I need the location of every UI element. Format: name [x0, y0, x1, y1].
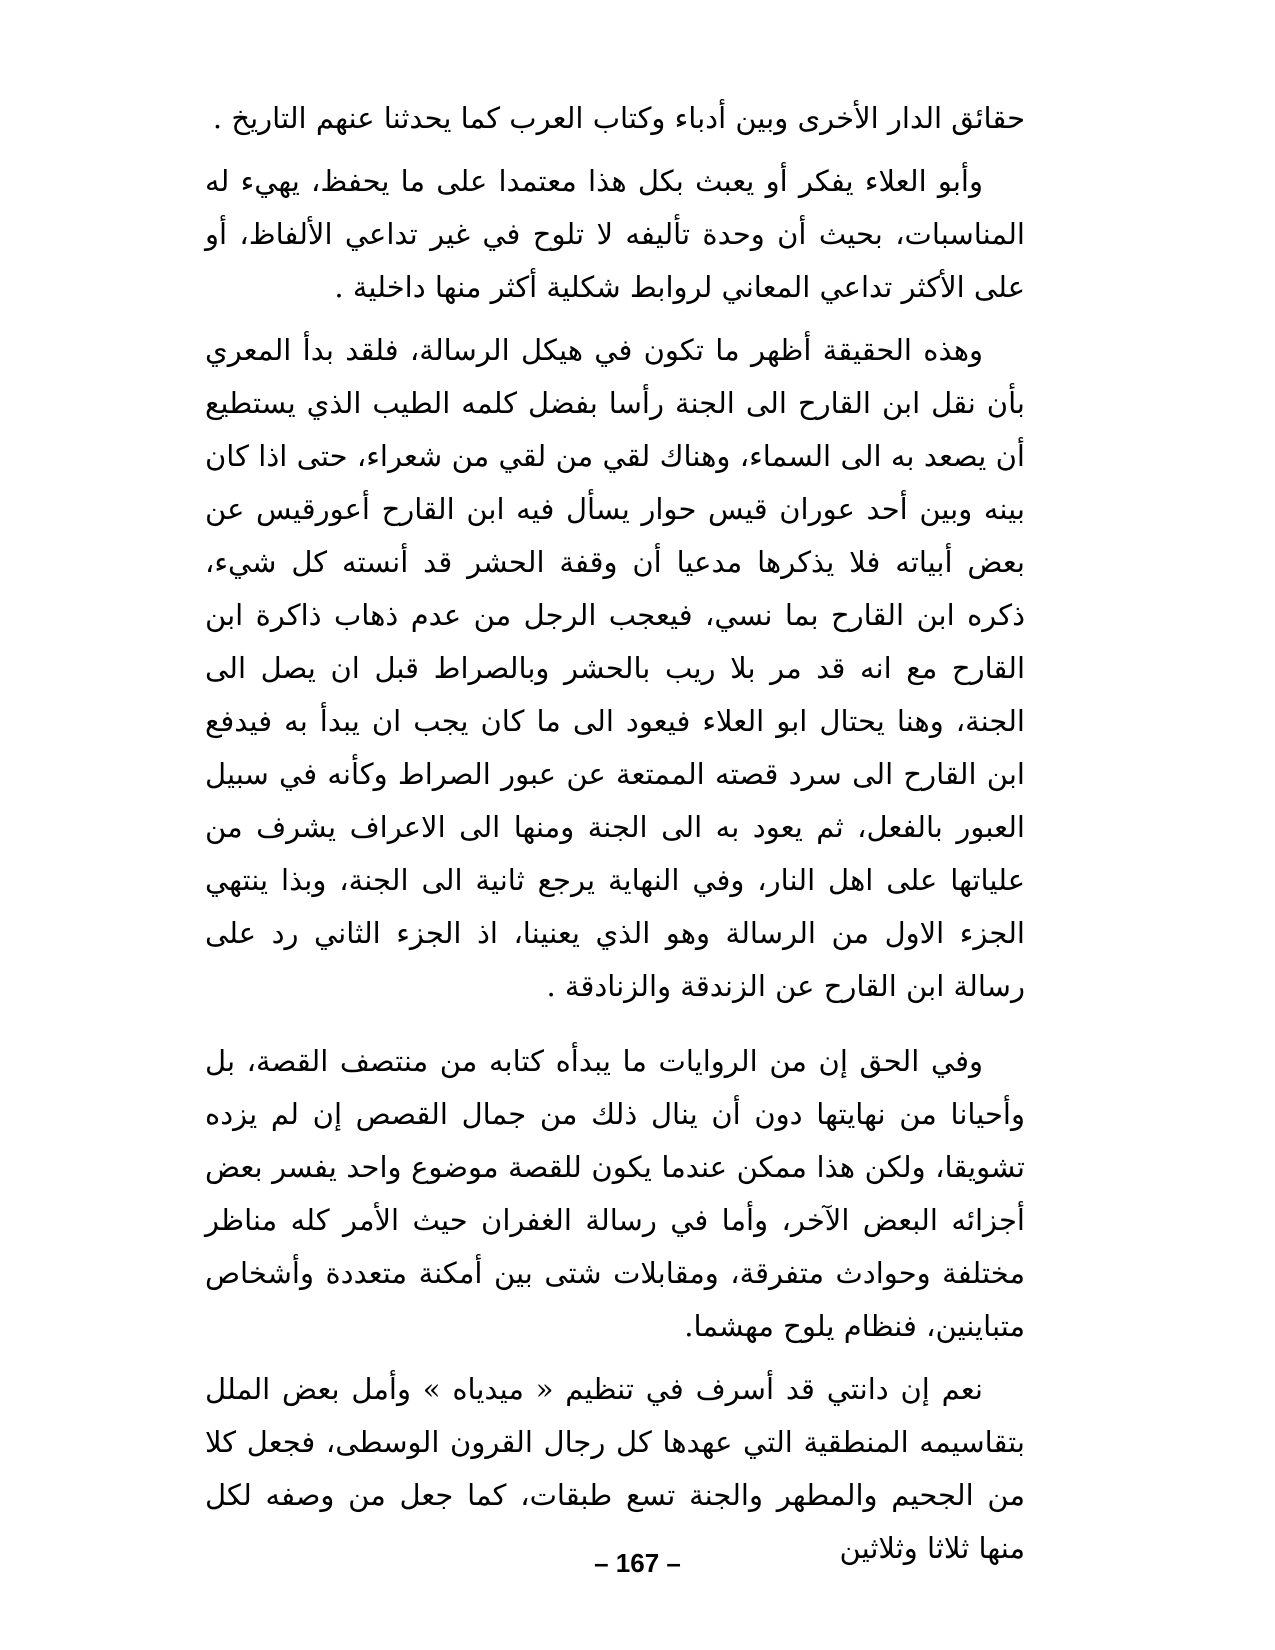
paragraph-1: حقائق الدار الأخرى وبين أدباء وكتاب العرب كما يحدثنا عنهم التاريخ . [212, 101, 1025, 135]
paragraph-2: وأبو العلاء يفكر أو يعبث بكل هذا معتمدا على ما يحفظ، يهيء له المناسبات، بحيث أن وحدة تأليفه لا تلوح في غير تداعي الألفاظ، أو على الأكثر تداعي المعاني لروابط شكلية أكثر منها داخلية . [205, 164, 1025, 304]
paragraph-3: وهذه الحقيقة أظهر ما تكون في هيكل الرسالة، فلقد بدأ المعري بأن نقل ابن القارح الى الجنة رأسا بفضل كلمه الطيب الذي يستطيع أن يصعد به الى السماء، وهناك لقي من لقي من شعراء، حتى اذا كان بينه وبين أحد عوران قيس حوار يسأل فيه ابن القارح أعورقيس عن بعض أبياته فلا يذكرها مدعيا أن وقفة الحشر قد أنسته كل شيء، ذكره ابن القارح بما نسي، فيعجب الرجل من عدم ذهاب ذاكرة ابن القارح مع انه قد مر بلا ريب بالحشر وبالصراط قبل ان يصل الى الجنة، وهنا يحتال ابو العلاء فيعود الى ما كان يجب ان يبدأ به فيدفع ابن القارح الى سرد قصته الممتعة عن عبور الصراط وكأنه في سبيل العبور بالفعل، ثم يعود به الى الجنة ومنها الى الاعراف يشرف من علياتها على اهل النار، وفي النهاية يرجع ثانية الى الجنة، وبذا ينتهي الجزء الاول من الرسالة وهو الذي يعنينا، اذ الجزء الثاني رد على رسالة ابن القارح عن الزندقة والزنادقة . [205, 333, 1025, 1003]
body-text [205, 92, 1025, 1575]
paragraph-5: نعم إن دانتي قد أسرف في تنظيم « ميدياه » وأمل بعض الملل بتقاسيمه المنطقية التي عهدها كل رجال القرون الوسطى، فجعل كلا من الجحيم والمطهر والجنة تسع طبقات، كما جعل من وصفه لكل منها ثلاثا وثلاثين [205, 1372, 1025, 1565]
paragraph-4: وفي الحق إن من الروايات ما يبدأه كتابه من منتصف القصة، بل وأحيانا من نهايتها دون أن ينال ذلك من جمال القصص إن لم يزده تشويقا، ولكن هذا ممكن عندما يكون للقصة موضوع واحد يفسر بعض أجزائه البعض الآخر، وأما في رسالة الغفران حيث الأمر كله مناظر مختلفة وحوادث متفرقة، ومقابلات شتى بين أمكنة متعددة وأشخاص متباينين، فنظام يلوح مهشما. [205, 1044, 1025, 1343]
page-number: – 167 – [594, 1548, 681, 1578]
